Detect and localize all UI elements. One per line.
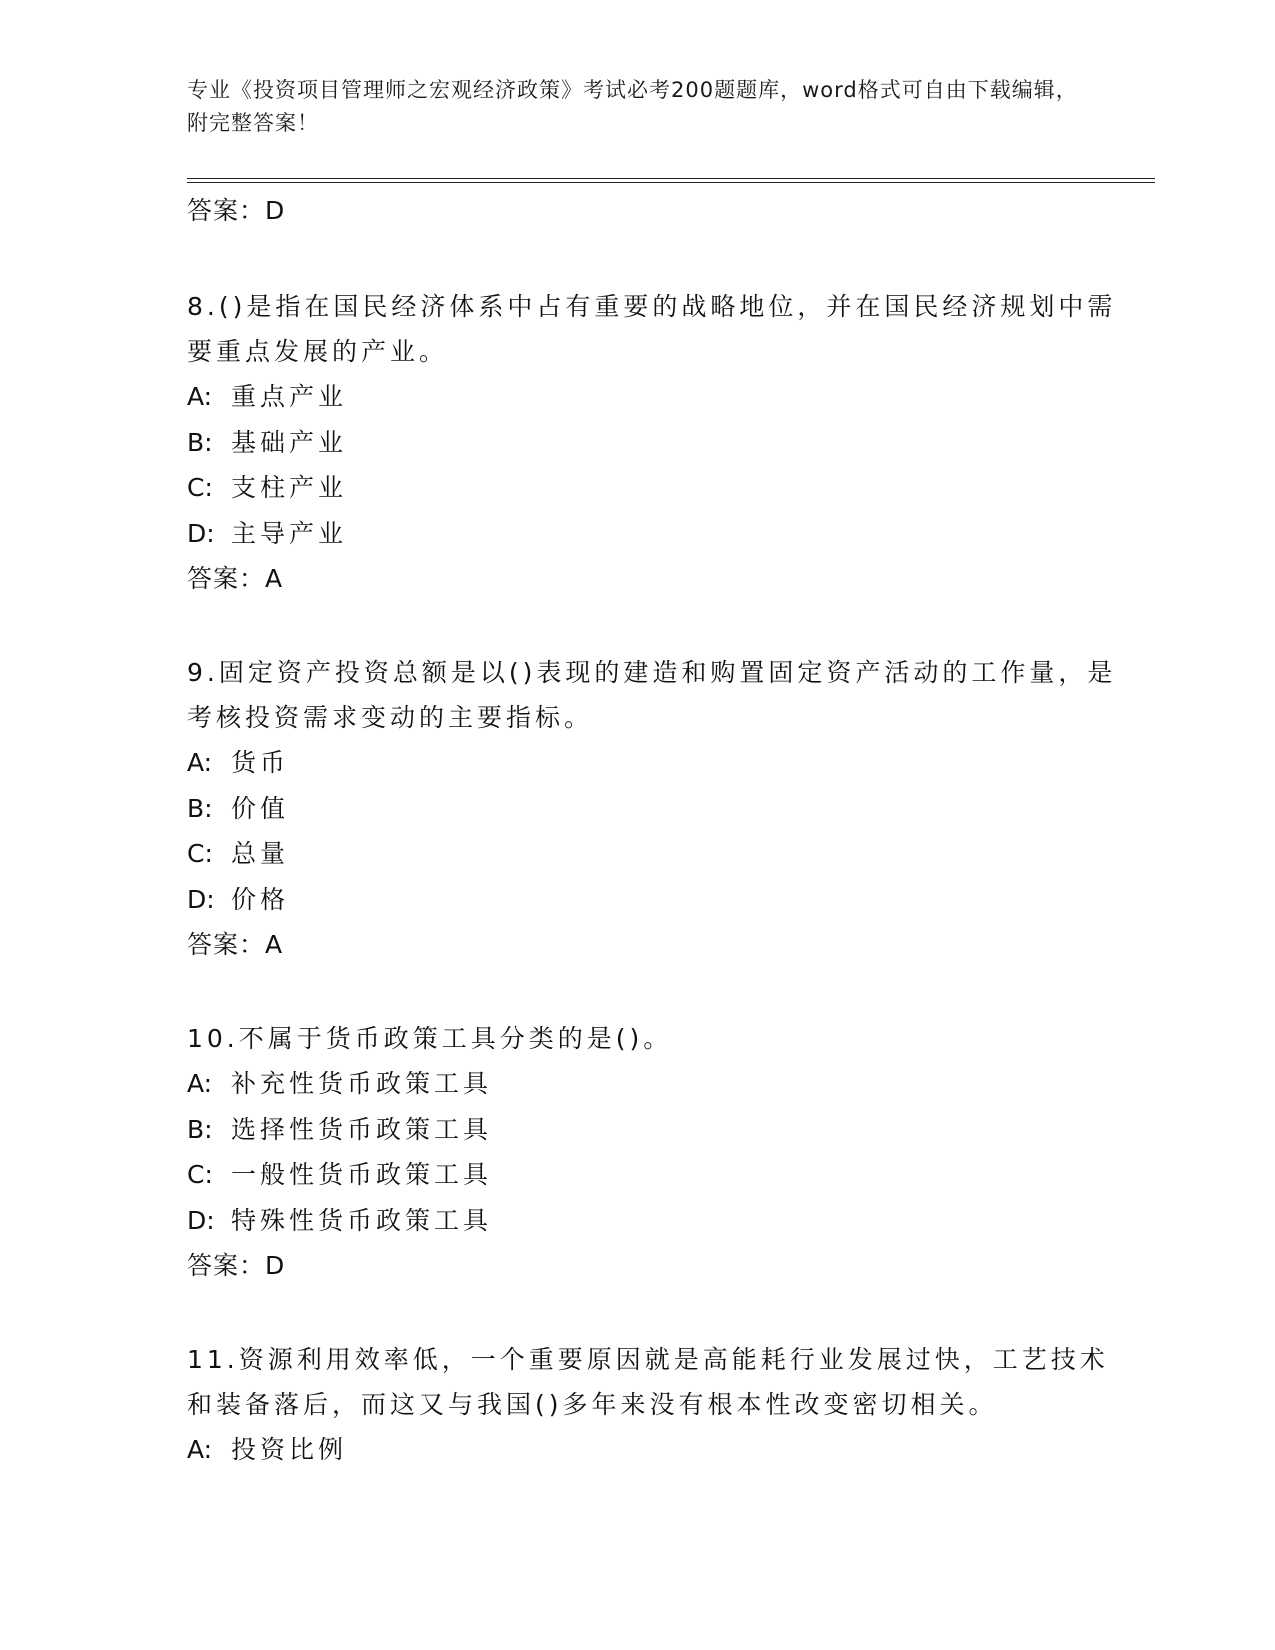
question-stem: 9.固定资产投资总额是以()表现的建造和购置固定资产活动的工作量，是考核投资需求变动的主要指标。 <box>187 658 1117 732</box>
option-d <box>187 511 1127 557</box>
option-letter: C: <box>187 473 213 502</box>
question-10 <box>187 1016 1127 1289</box>
option-text: 补充性货币政策工具 <box>231 1069 493 1098</box>
answer-line: 答案：D <box>187 1251 286 1280</box>
option-text: 支柱产业 <box>231 473 348 502</box>
option-text: 主导产业 <box>231 518 348 548</box>
question-8 <box>187 284 1127 602</box>
option-c <box>187 831 1127 877</box>
option-d <box>187 1198 1127 1244</box>
option-text: 投资比例 <box>231 1435 348 1464</box>
option-letter: A: <box>187 1069 213 1098</box>
option-letter: D: <box>187 1205 215 1235</box>
option-c <box>187 1152 1127 1198</box>
option-letter: C: <box>187 1160 213 1189</box>
option-a <box>187 1061 1127 1107</box>
option-letter: B: <box>187 793 213 823</box>
question-stem: 8.()是指在国民经济体系中占有重要的战略地位，并在国民经济规划中需要重点发展的产业。 <box>187 292 1117 366</box>
option-letter: D: <box>187 518 215 548</box>
option-letter: B: <box>187 1114 213 1144</box>
option-text: 基础产业 <box>231 427 348 457</box>
answer-line: 答案：D <box>187 196 286 225</box>
option-b <box>187 420 1127 466</box>
option-a <box>187 1427 1127 1473</box>
option-text: 特殊性货币政策工具 <box>231 1205 493 1235</box>
question-11 <box>187 1337 1127 1473</box>
page-header: 专业《投资项目管理师之宏观经济政策》考试必考200题题库，word格式可自由下载编辑，附完整答案！ <box>187 78 1078 135</box>
question-stem: 11.资源利用效率低，一个重要原因就是高能耗行业发展过快，工艺技术和装备落后，而这又与我国()多年来没有根本性改变密切相关。 <box>187 1345 1109 1419</box>
option-c <box>187 465 1127 511</box>
option-letter: A: <box>187 1435 213 1464</box>
answer-line: 答案：A <box>187 564 284 593</box>
option-letter: D: <box>187 884 215 914</box>
header-divider <box>187 178 1155 183</box>
option-text: 选择性货币政策工具 <box>231 1114 493 1144</box>
option-text: 重点产业 <box>231 382 348 411</box>
option-b <box>187 786 1127 832</box>
option-a <box>187 740 1127 786</box>
option-text: 一般性货币政策工具 <box>231 1160 493 1189</box>
option-text: 总量 <box>231 839 290 868</box>
option-letter: C: <box>187 839 213 868</box>
option-text: 价值 <box>231 793 290 823</box>
option-text: 价格 <box>231 884 290 914</box>
document-body <box>187 188 1127 1473</box>
question-9 <box>187 650 1127 968</box>
option-letter: B: <box>187 427 213 457</box>
question-stem: 10.不属于货币政策工具分类的是()。 <box>187 1024 673 1053</box>
option-d <box>187 877 1127 923</box>
option-letter: A: <box>187 382 213 411</box>
option-a <box>187 374 1127 420</box>
option-b <box>187 1107 1127 1153</box>
answer-line: 答案：A <box>187 930 284 959</box>
option-letter: A: <box>187 748 213 777</box>
option-text: 货币 <box>231 748 290 777</box>
